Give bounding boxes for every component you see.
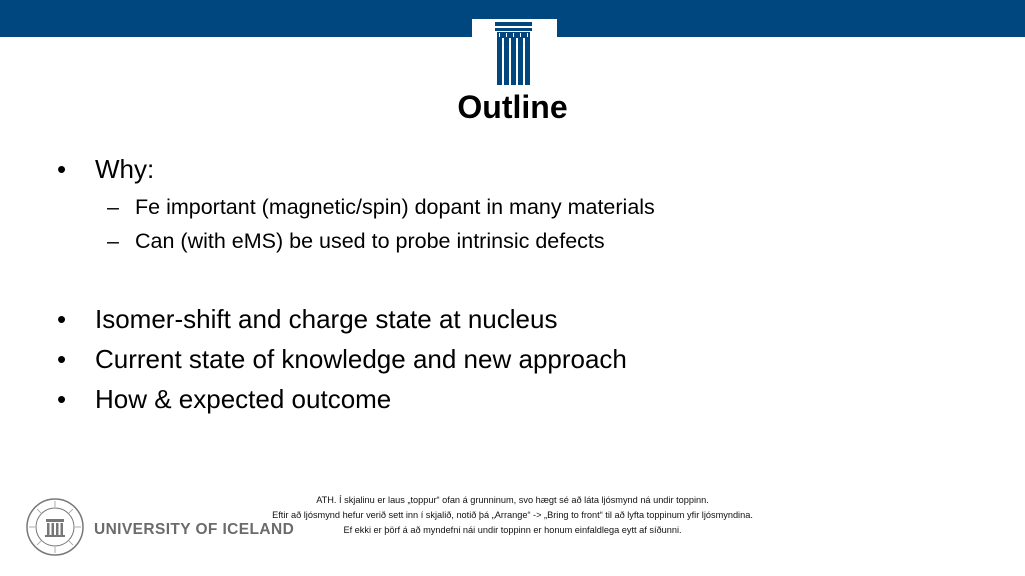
university-seal-icon: [25, 497, 85, 557]
bullet-marker: •: [57, 344, 67, 374]
sub-bullet-text: Can (with eMS) be used to probe intrinsic defects: [135, 229, 605, 253]
slide-title: Outline: [457, 89, 568, 125]
template-note: [240, 493, 785, 538]
note-line: ATH. Í skjalinu er laus „toppur“ ofan á grunninum, svo hægt sé að láta ljósmynd ná undir toppinn.: [316, 495, 709, 505]
bullet-text: Why:: [95, 154, 155, 184]
sub-bullet-marker: –: [107, 195, 119, 219]
university-name: UNIVERSITY OF ICELAND: [94, 521, 295, 538]
note-line: Ef ekki er þörf á að myndefni nái undir toppinn er honum einfaldlega eytt af síðunni.: [343, 525, 682, 535]
bullet-text: Current state of knowledge and new approach: [95, 344, 627, 374]
bullet-marker: •: [57, 384, 67, 414]
bullet-marker: •: [57, 304, 67, 334]
note-line: Eftir að ljósmynd hefur verið sett inn í skjalið, notið þá „Arrange“ -> „Bring to front“ til að lyfta toppinum yfir ljósmyndina.: [272, 510, 753, 520]
columns-logo-icon: [472, 19, 557, 85]
bullet-text: How & expected outcome: [95, 384, 392, 414]
sub-bullet-text: Fe important (magnetic/spin) dopant in many materials: [135, 195, 655, 219]
bullet-text: Isomer-shift and charge state at nucleus: [95, 304, 558, 334]
sub-bullet-marker: –: [107, 229, 119, 253]
bullet-marker: •: [57, 154, 67, 184]
